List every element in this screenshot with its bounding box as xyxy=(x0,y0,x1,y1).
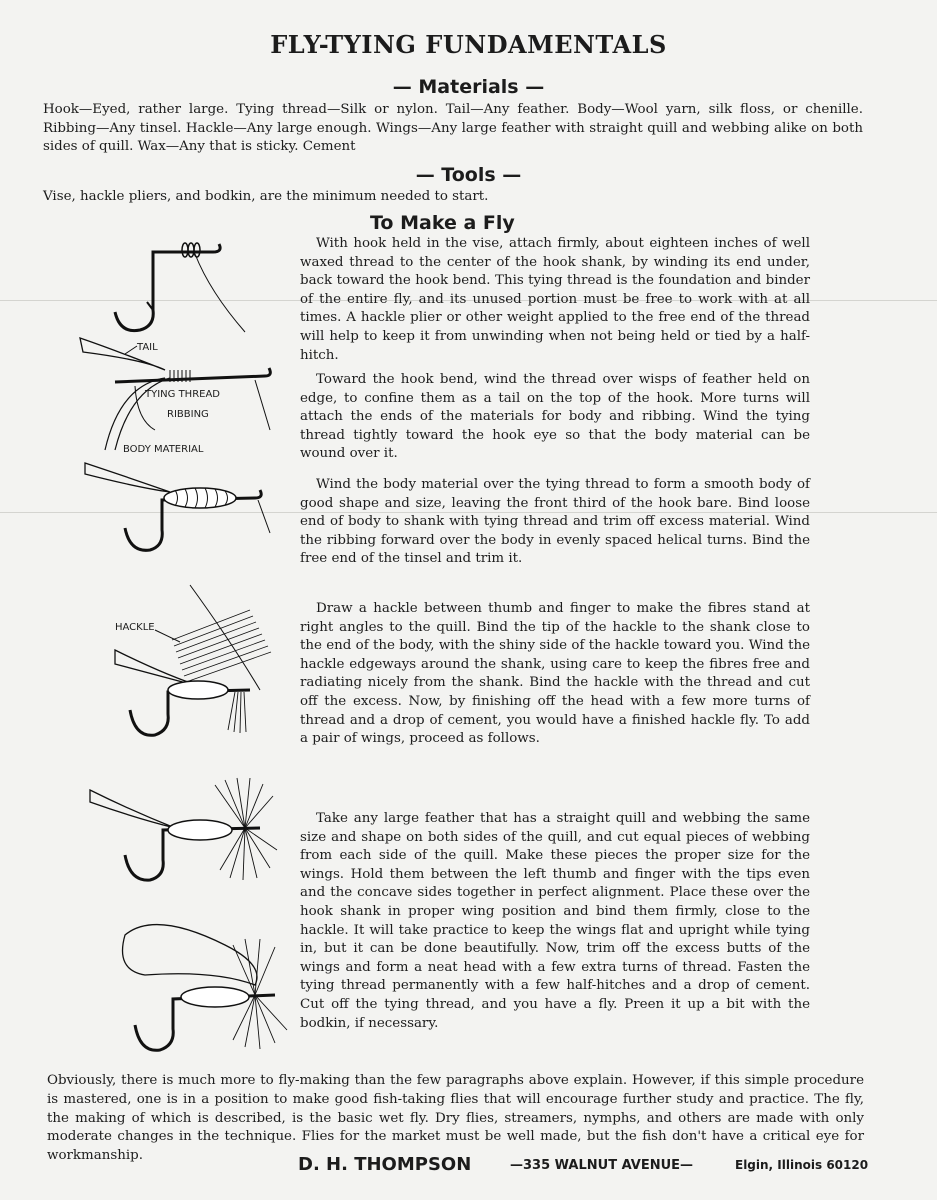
hook-with-thread-illustration xyxy=(95,232,265,342)
footer-city: Elgin, Illinois 60120 xyxy=(735,1158,869,1172)
materials-paragraph: Hook—Eyed, rather large. Tying thread—Silk or nylon. Tail—Any feather. Body—Wool yarn, silk floss, or chenille. Ribbing—Any tinsel. Hackle—Any large enough. Wings—Any large feather with straight quill and webbing alike on both sides of quill. Wax—Any that is sticky. Cement xyxy=(43,102,863,155)
footer-address: —335 WALNUT AVENUE— xyxy=(510,1158,694,1173)
tools-heading: — Tools — xyxy=(415,164,522,186)
closing-paragraph: Obviously, there is much more to fly-making than the few paragraphs above explain. However, if this simple procedure is mastered, one is in a position to make good fish-taking flies that will encourage further study and practice. The fly, the making of which is described, is the basic wet fly. Dry flies, streamers, nymphs, and others are made with only moderate changes in the technique. Flies for the market must be well made, but the fish don't have a critical eye for workmanship. xyxy=(47,1073,864,1164)
footer-name: D. H. THOMPSON xyxy=(298,1154,472,1175)
tying-thread-label: TYING THREAD xyxy=(145,389,221,400)
page-title: FLY-TYING FUNDAMENTALS xyxy=(270,30,667,59)
materials-heading: — Materials — xyxy=(392,76,545,98)
make-fly-heading: To Make a Fly xyxy=(370,212,515,234)
tail-label: TAIL xyxy=(137,342,158,353)
tools-paragraph: Vise, hackle pliers, and bodkin, are the minimum needed to start. xyxy=(43,189,489,204)
winged-wet-fly-illustration xyxy=(115,915,305,1065)
step-5-paragraph: Take any large feather that has a straight quill and webbing the same size and shape on both sides of the quill, and cut equal pieces of webbing from each side of the quill. Make these pieces the proper size for the wings. Hold them between the left thumb and finger with the tips even and the concave sides together in perfect alignment. Place these over the hook shank in proper wing position and bind them firmly, close to the hackle. It will take practice to keep the wings flat and upright while tying in, but it can be done beautifully. Now, trim off the excess butts of the wings and form a neat head with a few extra turns of thread. Fasten the tying thread permanently with a few half-hitches and a drop of cement. Cut off the tying thread, and you have a fly. Preen it up a bit with the bodkin, if necessary. xyxy=(300,811,810,1031)
hackle-label: HACKLE xyxy=(115,622,155,633)
step-2-paragraph: Toward the hook bend, wind the thread over wisps of feather held on edge, to confine them as a tail on the top of the hook. More turns will attach the ends of the materials for body and ribbing. Wind the tying thread tightly toward the hook eye so that the body material can be wound over it. xyxy=(300,372,810,462)
body-material-label: BODY MATERIAL xyxy=(123,444,204,455)
step-3-paragraph: Wind the body material over the tying thread to form a smooth body of good shape and size, leaving the front third of the hook bare. Bind loose end of body to shank with tying thread and trim off excess material. Wind the ribbing forward over the body in evenly spaced helical turns. Bind the free end of the tinsel and trim it. xyxy=(300,477,810,567)
tail-and-materials-illustration xyxy=(75,330,295,460)
step-4-paragraph: Draw a hackle between thumb and finger to make the fibres stand at right angles to the quill. Bind the tip of the hackle to the shank close to the end of the body, with the shiny side of the hackle toward you. Wind the hackle edgeways around the shank, using care to keep the fibres free and radiating nicely from the shank. Bind the hackle with the thread and cut off the excess. Now, by finishing off the head with a few more turns of thread and a drop of cement, you would have a finished hackle fly. To add a pair of wings, proceed as follows. xyxy=(300,601,810,747)
finished-hackle-fly-illustration xyxy=(85,770,285,890)
ribbing-label: RIBBING xyxy=(167,409,209,420)
wound-body-illustration xyxy=(80,458,280,558)
step-1-paragraph: With hook held in the vise, attach firmly, about eighteen inches of well waxed thread to the center of the hook shank, by winding its end under, back toward the hook bend. This tying thread is the foundation and binder of the entire fly, and its unused portion must be free to work with at all times. A hackle plier or other weight applied to the free end of the thread will help to keep it from unwinding when not being held or tied by a half-hitch. xyxy=(300,236,810,363)
hackle-illustration xyxy=(110,580,295,750)
